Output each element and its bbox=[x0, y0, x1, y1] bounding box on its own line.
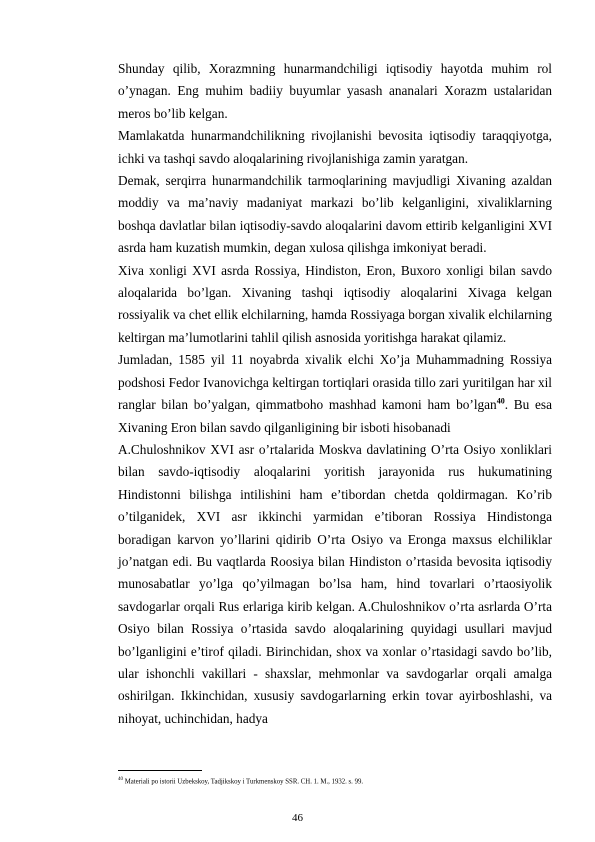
footnote-text: Materiali po istorii Uzbekskoy, Tadjikskoy i Turkmenskoy SSR. CH. 1. M., 1932. s. 99. bbox=[124, 778, 364, 786]
paragraph-2 bbox=[118, 125, 552, 170]
paragraph-5 bbox=[118, 349, 552, 439]
paragraph-6 bbox=[118, 439, 552, 730]
paragraph-text: Xiva xonligi XVI asrda Rossiya, Hindiston, Eron, Buxoro xonligi bilan savdo aloqalarida bo’lgan. Xivaning tashqi iqtisodiy aloqalarini Xivaga kelgan rossiyalik va chet ellik elchilarning, hamda Rossiyaga borgan xivalik elchilarning keltirgan ma’lumotlarini tahlil qilish asnosida yoritishga harakat qilamiz. bbox=[118, 262, 553, 345]
body-text bbox=[118, 58, 552, 730]
footnote-divider bbox=[118, 770, 202, 771]
paragraph-text-continued: . Bu esa Xivaning Eron bilan savdo qilganligining bir isboti hisobanadi bbox=[118, 397, 552, 435]
footnote-reference[interactable]: 40 bbox=[496, 396, 505, 406]
paragraph-3 bbox=[118, 170, 552, 260]
page-number: 46 bbox=[292, 812, 303, 824]
paragraph-text: Shunday qilib, Xorazmning hunarmandchiligi iqtisodiy hayotda muhim rol o’ynagan. Eng muhim badiiy buyumlar yasash ananalari Xorazm ustalaridan meros bo’lib kelgan. bbox=[118, 61, 552, 121]
footnote bbox=[118, 775, 552, 786]
paragraph-text: A.Chuloshnikov XVI asr o’rtalarida Moskva davlatining O’rta Osiyo xonliklari bilan savdo-iqtisodiy aloqalarini yoritish jarayonida rus hukumatining Hindistonni bilishga intilishini ham e’tibordan chetda qoldirmagan. Ko’rib o’tilganidek, XVI asr ikkinchi yarmidan e’tiboran Rossiya Hindistonga boradigan karvon yo’llarini qidirib O’rta Osiyo va Eronga maxsus elchiliklar jo’natgan edi. Bu vaqtlarda Roosiya bilan Hindiston o’rtasida bevosita iqtisodiy munosabatlar yo’lga qo’yilmagan bo’lsa ham, hind tovarlari o’rtaosiyolik savdogarlar orqali Rus erlariga kirib kelgan. A.Chuloshnikov o’rta asrlarda O’rta Osiyo bilan Rossiya o’rtasida savdo aloqalarining quyidagi usullari mavjud bo’lganligini e’tirof qiladi. Birinchidan, shox va xonlar o’rtasidagi savdo bo’lib, ular ishonchli vakillari - shaxslar, mehmonlar va savdogarlar orqali amalga oshirilgan. Ikkinchidan, xususiy savdogarlarning erkin tovar ayirboshlashi, va nihoyat, uchinchidan, hadya bbox=[118, 441, 552, 726]
footnote-number: 40 bbox=[118, 777, 123, 782]
paragraph-text: Jumladan, 1585 yil 11 noyabrda xivalik elchi Xo’ja Muhammadning Rossiya podshosi Fedor Ivanovichga keltirgan tortiqlari orasida tillo zari yuritilgan har xil ranglar bilan bo’yalgan, qimmatboho mashhad kamoni ham bo’lgan bbox=[118, 352, 552, 413]
paragraph-text: Demak, serqirra hunarmandchilik tarmoqlarining mavjudligi Xivaning azaldan moddiy va ma’naviy madaniyat markazi bo’lib kelganligini, xivaliklarning boshqa davlatlar bilan iqtisodiy-savdo aloqalarini davom ettirib kelganligini XVI asrda ham kuzatish mumkin, degan xulosa qilishga imkoniyat beradi. bbox=[118, 173, 552, 256]
paragraph-text: Mamlakatda hunarmandchilikning rivojlanishi bevosita iqtisodiy taraqqiyotga, ichki va tashqi savdo aloqalarining rivojlanishiga zamin yaratgan. bbox=[118, 128, 552, 166]
paragraph-4 bbox=[118, 260, 552, 350]
paragraph-1 bbox=[118, 58, 552, 125]
